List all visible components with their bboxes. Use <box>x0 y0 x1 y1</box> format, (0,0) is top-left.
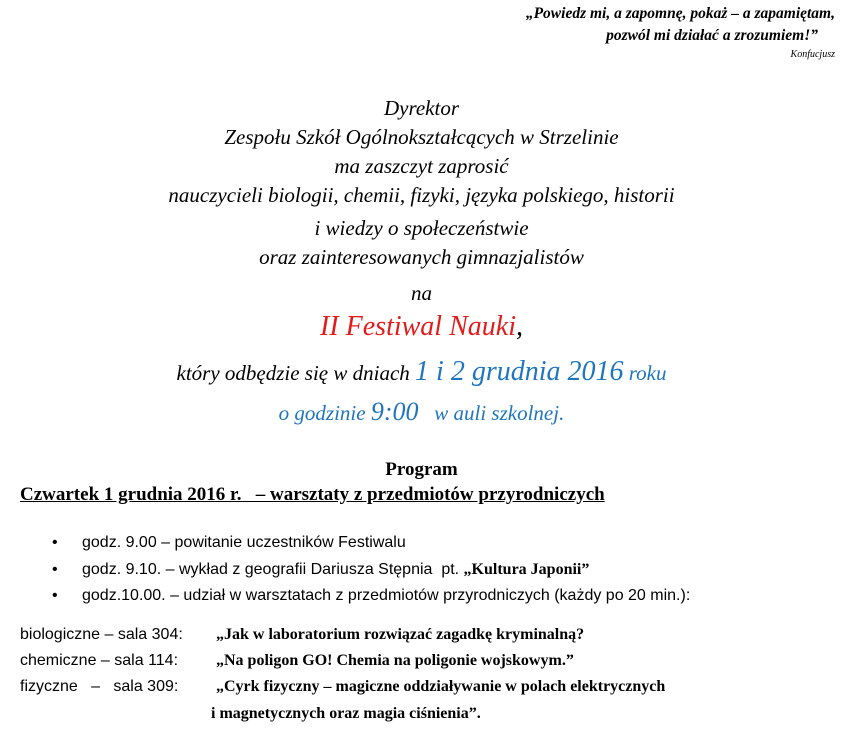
workshop-label: biologiczne – sala 304: <box>20 626 183 643</box>
invitation-line-7: na <box>411 281 432 305</box>
invitation-line-1: Dyrektor <box>383 96 460 120</box>
dates-value: 1 i 2 grudnia 2016 <box>415 356 624 387</box>
invitation-line-6: oraz zainteresowanych gimnazjalistów <box>259 245 584 269</box>
workshop-row <box>20 652 810 674</box>
workshop-title: „Jak w laboratorium rozwiązać zagadkę kryminalną? <box>216 626 585 643</box>
quote-author: Konfucjusz <box>790 49 835 60</box>
list-item-text: godz. 9.00 – powitanie uczestników Festiwalu <box>82 534 406 551</box>
workshop-title: „Na poligon GO! Chemia na poligonie wojskowym.” <box>216 652 574 669</box>
program-title: Program <box>385 459 458 480</box>
workshop-label: fizyczne – sala 309: <box>20 678 179 695</box>
invitation-line-4: nauczycieli biologii, chemii, fizyki, języka polskiego, historii <box>168 183 675 207</box>
workshop-row <box>20 626 810 648</box>
list-item <box>52 587 690 605</box>
quote-line-2: pozwól mi działać a zrozumiem!” <box>606 27 818 44</box>
list-item-text: godz.10.00. – udział w warsztatach z przedmiotów przyrodniczych (każdy po 20 min.): <box>82 587 691 604</box>
bullet-icon: • <box>52 561 58 578</box>
list-item-text: godz. 9.10. – wykład z geografii Dariusza Stępnia pt. <box>82 561 464 578</box>
festival-comma: , <box>515 311 523 342</box>
list-item <box>52 534 406 552</box>
workshop-title-continuation: i magnetycznych oraz magia ciśnienia”. <box>211 705 481 722</box>
bullet-icon: • <box>52 534 58 551</box>
time-prefix: o godzinie <box>278 401 371 425</box>
invitation-line-3: ma zaszczyt zaprosić <box>334 154 509 178</box>
time-value: 9:00 <box>370 397 419 426</box>
dates-prefix: który odbędzie się w dniach <box>176 361 416 385</box>
festival-name: II Festiwal Nauki <box>320 311 516 342</box>
festival-time <box>0 397 843 428</box>
day-heading: Czwartek 1 grudnia 2016 r. – warsztaty z przedmiotów przyrodniczych <box>20 484 605 505</box>
festival-dates <box>0 357 843 388</box>
workshop-row <box>20 678 810 700</box>
list-item <box>52 561 589 579</box>
invitation-line-2: Zespołu Szkół Ogólnokształcących w Strzelinie <box>224 125 619 149</box>
quote-line-1: „Powiedz mi, a zapomnę, pokaż – a zapamiętam, <box>525 5 835 22</box>
dates-suffix: roku <box>623 361 667 385</box>
workshop-label: chemiczne – sala 114: <box>20 652 179 669</box>
bullet-icon: • <box>52 587 58 604</box>
time-suffix: w auli szkolnej. <box>418 401 565 425</box>
workshop-title: „Cyrk fizyczny – magiczne oddziaływanie w polach elektrycznych <box>216 678 666 695</box>
festival-title <box>0 312 843 341</box>
invitation-line-5: i wiedzy o społeczeństwie <box>314 216 529 240</box>
lecture-title: „Kultura Japonii” <box>463 561 590 578</box>
